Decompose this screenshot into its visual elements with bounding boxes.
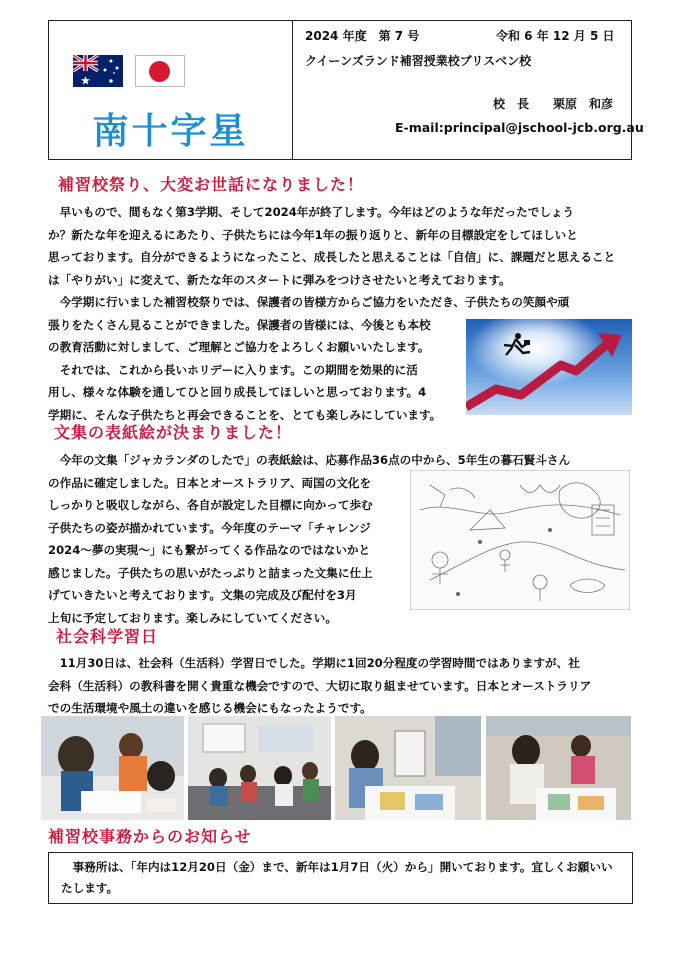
classroom-photo-2	[188, 716, 331, 820]
text-line: 2024～夢の実現～」にも繋がってくる作品なのではないかと	[48, 543, 371, 557]
text-line: げていきたいと考えております。文集の完成及び配付を3月	[48, 588, 357, 602]
office-notice-box	[48, 852, 633, 904]
text-line: 会科（生活科）の教科書を開く貴重な機会ですので、大切に取り組ませています。日本とオーストラリア	[48, 678, 592, 693]
text-line: 学期に、そんな子供たちと再会できることを、とても楽しみにしています。	[48, 407, 442, 422]
cover-drawing-image	[410, 470, 630, 610]
newsletter-header	[48, 20, 644, 160]
email-address: E-mail:principal@jschool-jcb.org.au	[395, 120, 644, 135]
issue-date: 令和 6 年 12 月 5 日	[496, 29, 615, 43]
classroom-photo-3	[335, 716, 481, 820]
text-line: 子供たちの姿が描かれています。今年度のテーマ「チャレンジ	[48, 520, 371, 535]
text-line: 用し、様々な体験を通してひと回り成長してほしいと思っております。4	[48, 385, 427, 399]
section-heading-social: 社会科学習日	[56, 627, 159, 646]
social-paragraph	[48, 652, 648, 720]
text-line: 上旬に予定しております。楽しみにしていてください。	[48, 610, 337, 625]
text-line: 11月30日は、社会科（生活科）学習日でした。学期に1回20分程度の学習時間ではありますが、社	[48, 656, 580, 670]
masthead-title: 南十字星	[92, 111, 249, 152]
header-divider	[292, 21, 293, 159]
australia-flag-icon	[73, 55, 123, 87]
text-line: 早いもので、間もなく第3学期、そして2024年が終了します。今年はどのような年だったでしょう	[48, 205, 575, 219]
text-line: 感じました。子供たちの思いがたっぷりと詰まった文集に仕上	[48, 565, 373, 580]
text-line: 今学期に行いました補習校祭りでは、保護者の皆様方からご協力をいただき、子供たちの笑顔や頑	[48, 295, 570, 309]
japan-flag-icon	[135, 55, 185, 87]
issue-number: 2024 年度 第 7 号	[305, 29, 420, 43]
text-line: は「やりがい」に変えて、新たな年のスタートに弾みをつけさせたいと考えております。	[48, 272, 511, 287]
text-line: の作品に確定しました。日本とオーストラリア、両国の文化を	[48, 475, 372, 490]
office-notice-text: 事務所は、「年内は12月20日（金）まで、新年は1月7日（火）から」開いております。宜しくお願いいたします。	[61, 860, 613, 895]
principal-name: 校 長 栗原 和彦	[493, 97, 614, 111]
classroom-photo-4	[486, 716, 631, 820]
text-line: か？新たな年を迎えるにあたり、子供たちには今年1年の振り返りと、新年の目標設定をしてほしいと	[48, 227, 578, 242]
text-line: それでは、これから長いホリデーに入ります。この期間を効果的に活	[48, 362, 418, 377]
text-line: の教育活動に対しまして、ご理解とご協力をよろしくお願いいたします。	[48, 340, 430, 354]
section-heading-cover: 文集の表紙絵が決まりました！	[54, 423, 293, 442]
school-name: クイーンズランド補習授業校ブリスベン校	[305, 54, 532, 68]
text-line: 張りをたくさん見ることができました。保護者の皆様には、今後とも本校	[48, 317, 431, 332]
text-line: 思っております。自分ができるようになったこと、成長したと思えることは「自信」に、課題だと思えること	[48, 250, 616, 264]
text-line: 今年の文集「ジャカランダのしたで」の表紙絵は、応募作品36点の中から、5年生の暮石賢斗さん	[48, 453, 571, 467]
section-heading-office: 補習校事務からのお知らせ	[48, 827, 252, 846]
classroom-photo-1	[41, 716, 184, 820]
section-heading-festival: 補習校祭り、大変お世話になりました！	[58, 175, 365, 194]
growth-arrow-image	[466, 319, 632, 415]
text-line: での生活環境や風土の違いを感じる機会にもなったようです。	[48, 701, 372, 715]
text-line: しっかりと吸収しながら、各自が設定した目標に向かって歩む	[48, 498, 373, 512]
